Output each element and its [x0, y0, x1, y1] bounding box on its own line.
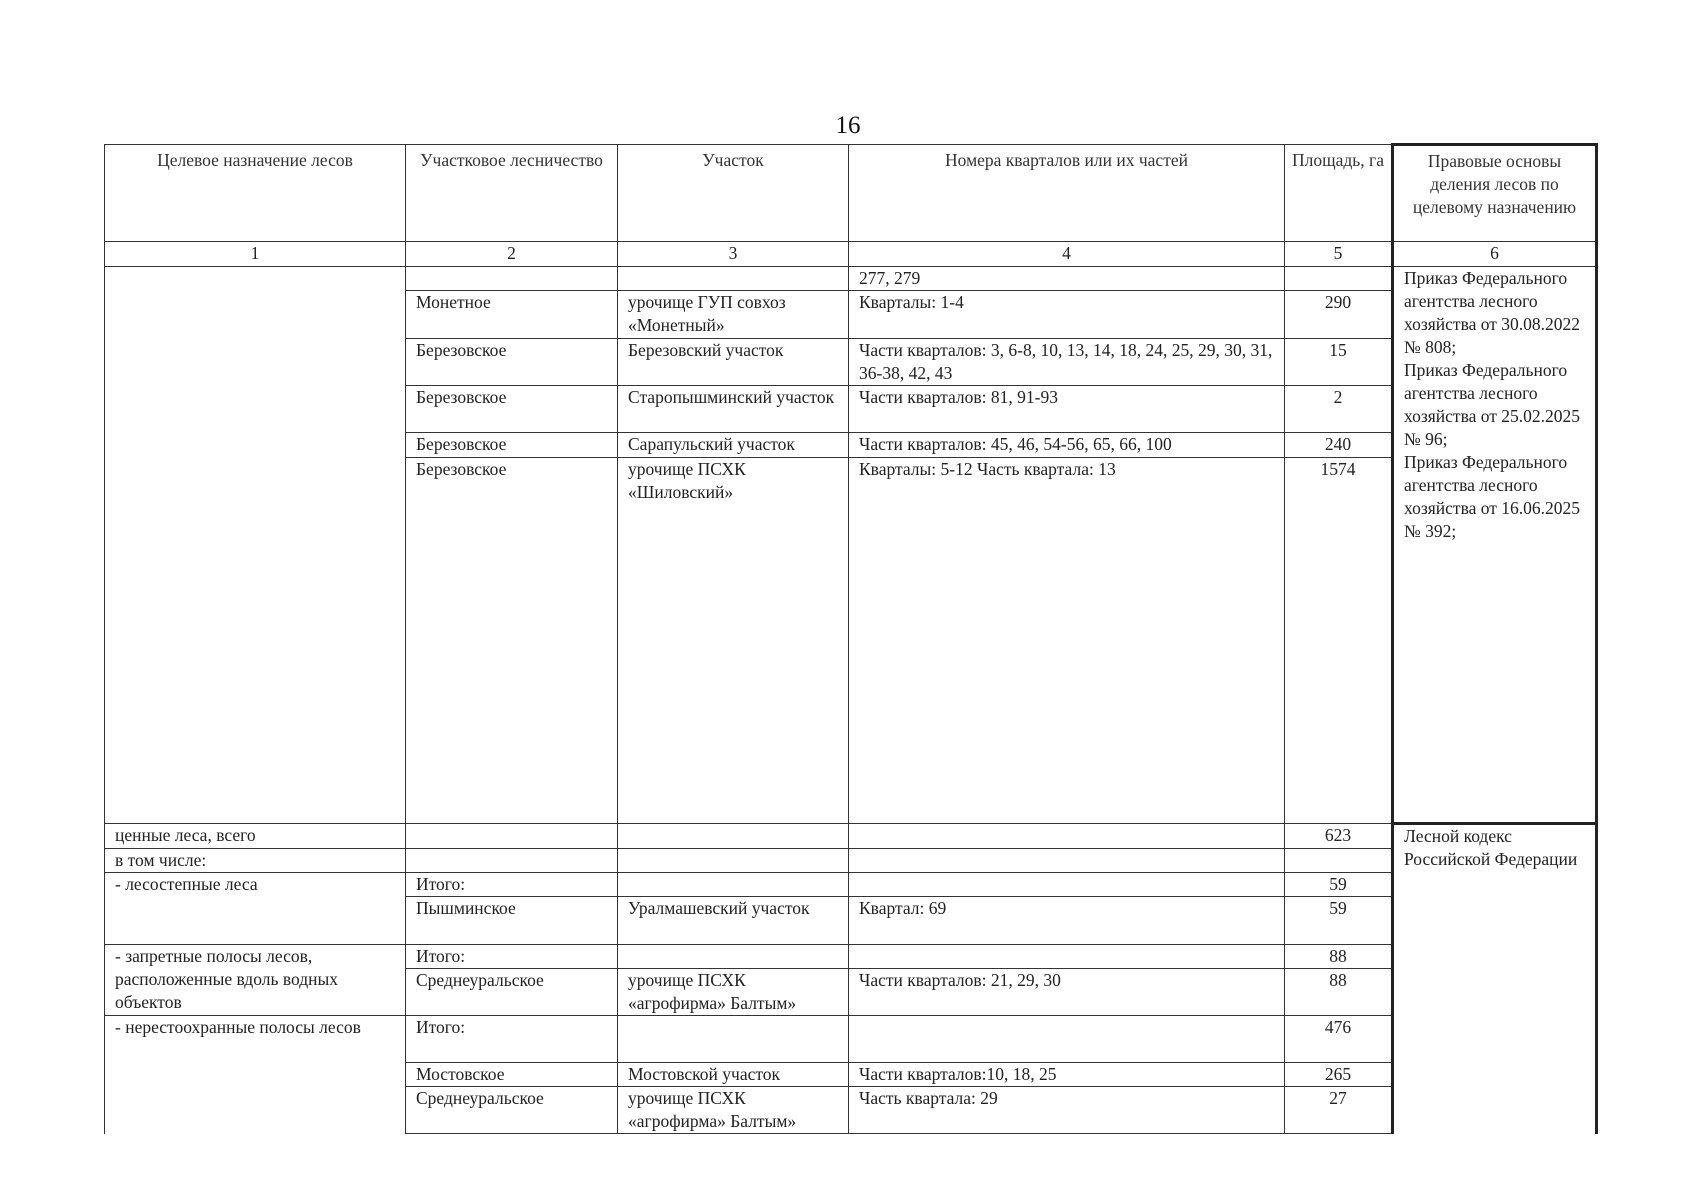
forestry-cell: Итого: — [406, 945, 618, 969]
column-number: 4 — [849, 242, 1285, 267]
quarters-cell: Часть квартала: 29 — [849, 1087, 1285, 1134]
quarters-cell — [849, 1016, 1285, 1063]
quarters-cell: Части кварталов: 81, 91-93 — [849, 386, 1285, 433]
site-cell — [618, 873, 849, 897]
forestry-cell: Березовское — [406, 339, 618, 386]
forestry-cell — [406, 824, 618, 849]
site-cell — [618, 267, 849, 291]
area-cell: 290 — [1285, 291, 1393, 339]
purpose-cell: в том числе: — [105, 849, 406, 873]
purpose-cell: - лесостепные леса — [105, 873, 406, 945]
header-row — [105, 145, 1597, 242]
site-cell: урочище ПСХК «агрофирма» Балтым» — [618, 1087, 849, 1134]
area-cell: 88 — [1285, 945, 1393, 969]
site-cell — [618, 849, 849, 873]
area-cell: 476 — [1285, 1016, 1393, 1063]
table-row — [105, 267, 1597, 291]
forestry-cell: Мостовское — [406, 1063, 618, 1087]
table-row — [105, 1016, 1597, 1063]
area-cell: 59 — [1285, 873, 1393, 897]
forestry-cell: Березовское — [406, 386, 618, 433]
forestry-cell: Березовское — [406, 458, 618, 824]
forestry-cell: Березовское — [406, 433, 618, 458]
site-cell: Березовский участок — [618, 339, 849, 386]
area-cell: 1574 — [1285, 458, 1393, 824]
column-number: 1 — [105, 242, 406, 267]
purpose-cell: - нерестоохранные полосы лесов — [105, 1016, 406, 1134]
area-cell: 15 — [1285, 339, 1393, 386]
area-cell: 59 — [1285, 897, 1393, 945]
site-cell: Старопышминский участок — [618, 386, 849, 433]
forestry-cell: Итого: — [406, 873, 618, 897]
quarters-cell: Квартал: 69 — [849, 897, 1285, 945]
quarters-cell: Части кварталов: 3, 6-8, 10, 13, 14, 18, 24, 25, 29, 30, 31, 36-38, 42, 43 — [849, 339, 1285, 386]
table-row — [105, 873, 1597, 897]
site-cell: Уралмашевский участок — [618, 897, 849, 945]
forestry-cell: Пышминское — [406, 897, 618, 945]
quarters-cell: 277, 279 — [849, 267, 1285, 291]
table-row — [105, 824, 1597, 849]
legal-basis-cell: Лесной кодекс Российской Федерации — [1393, 824, 1597, 1134]
quarters-cell: Части кварталов: 45, 46, 54-56, 65, 66, 100 — [849, 433, 1285, 458]
area-cell: 623 — [1285, 824, 1393, 849]
table-row — [105, 945, 1597, 969]
area-cell: 2 — [1285, 386, 1393, 433]
column-number-row — [105, 242, 1597, 267]
site-cell — [618, 1016, 849, 1063]
header-area: Площадь, га — [1285, 145, 1393, 242]
area-cell — [1285, 267, 1393, 291]
header-purpose: Целевое назначение лесов — [105, 145, 406, 242]
quarters-cell: Кварталы: 1-4 — [849, 291, 1285, 339]
quarters-cell — [849, 945, 1285, 969]
forestry-cell — [406, 849, 618, 873]
quarters-cell: Части кварталов: 21, 29, 30 — [849, 969, 1285, 1016]
page-number: 16 — [835, 112, 861, 139]
quarters-cell: Части кварталов:10, 18, 25 — [849, 1063, 1285, 1087]
forestry-cell — [406, 267, 618, 291]
site-cell: урочище ПСХК «Шиловский» — [618, 458, 849, 824]
area-cell — [1285, 849, 1393, 873]
forest-designation-table — [104, 143, 1598, 1134]
forestry-cell: Итого: — [406, 1016, 618, 1063]
quarters-cell — [849, 824, 1285, 849]
purpose-cell-empty — [105, 267, 406, 824]
purpose-cell: ценные леса, всего — [105, 824, 406, 849]
area-cell: 240 — [1285, 433, 1393, 458]
purpose-cell: - запретные полосы лесов, расположенные вдоль водных объектов — [105, 945, 406, 1016]
site-cell: урочище ГУП совхоз «Монетный» — [618, 291, 849, 339]
legal-basis-cell: Приказ Федерального агентства лесного хозяйства от 30.08.2022 № 808; Приказ Федерального агентства лесного хозяйства от 25.02.2025 № 96; Приказ Федерального агентства лесного хозяйства от 16.06.2025 № 392; — [1393, 267, 1597, 824]
header-legal: Правовые основы деления лесов по целевому назначению — [1393, 145, 1597, 242]
forestry-cell: Среднеуральское — [406, 969, 618, 1016]
site-cell — [618, 945, 849, 969]
column-number: 2 — [406, 242, 618, 267]
site-cell — [618, 824, 849, 849]
table-row — [105, 849, 1597, 873]
site-cell: Сарапульский участок — [618, 433, 849, 458]
column-number: 6 — [1393, 242, 1597, 267]
quarters-cell — [849, 873, 1285, 897]
area-cell: 88 — [1285, 969, 1393, 1016]
header-site: Участок — [618, 145, 849, 242]
column-number: 5 — [1285, 242, 1393, 267]
area-cell: 27 — [1285, 1087, 1393, 1134]
header-forestry: Участковое лесничество — [406, 145, 618, 242]
quarters-cell — [849, 849, 1285, 873]
header-quarters: Номера кварталов или их частей — [849, 145, 1285, 242]
site-cell: Мостовской участок — [618, 1063, 849, 1087]
area-cell: 265 — [1285, 1063, 1393, 1087]
column-number: 3 — [618, 242, 849, 267]
forestry-cell: Монетное — [406, 291, 618, 339]
forestry-cell: Среднеуральское — [406, 1087, 618, 1134]
quarters-cell: Кварталы: 5-12 Часть квартала: 13 — [849, 458, 1285, 824]
site-cell: урочище ПСХК «агрофирма» Балтым» — [618, 969, 849, 1016]
